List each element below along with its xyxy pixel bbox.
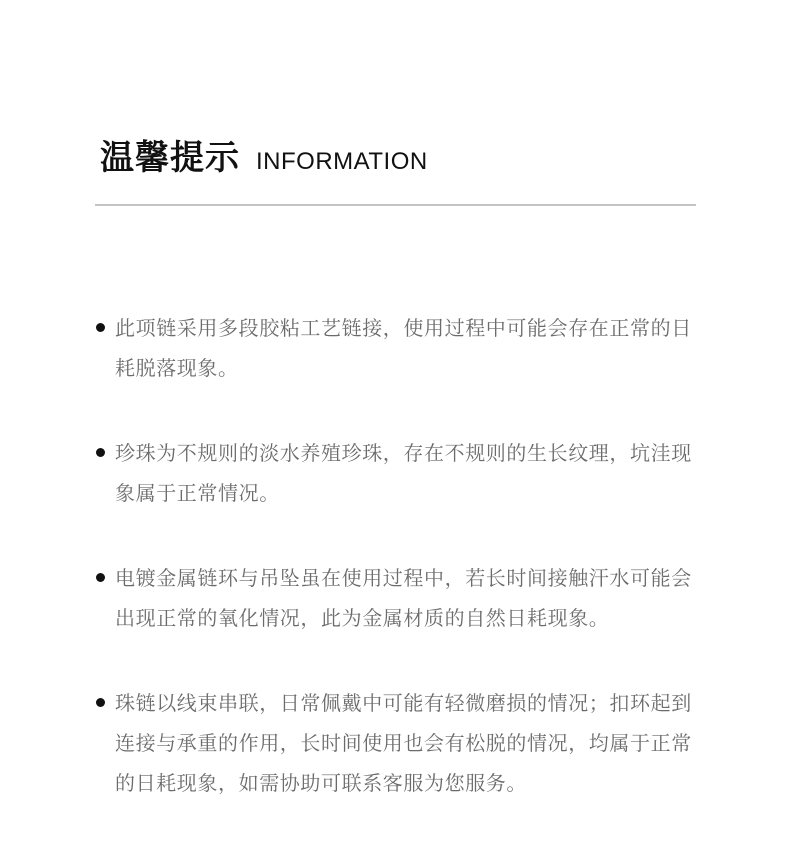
notice-item xyxy=(96,683,696,803)
bullet-icon xyxy=(96,573,105,582)
bullet-icon xyxy=(96,448,105,457)
page-title: 温馨提示 xyxy=(100,138,240,178)
bullet-icon xyxy=(96,698,105,707)
notice-item xyxy=(96,308,696,388)
notice-text: 珠链以线束串联，日常佩戴中可能有轻微磨损的情况；扣环起到连接与承重的作用，长时间使用也会有松脱的情况，均属于正常的日耗现象，如需协助可联系客服为您服务。 xyxy=(115,691,692,795)
bullet-icon xyxy=(96,323,105,332)
notice-text: 珍珠为不规则的淡水养殖珍珠，存在不规则的生长纹理，坑洼现象属于正常情况。 xyxy=(115,441,692,505)
page-header xyxy=(100,130,428,179)
notice-list xyxy=(96,308,696,848)
notice-text: 电镀金属链环与吊坠虽在使用过程中，若长时间接触汗水可能会出现正常的氧化情况，此为金属材质的自然日耗现象。 xyxy=(115,566,692,630)
notice-text: 此项链采用多段胶粘工艺链接，使用过程中可能会存在正常的日耗脱落现象。 xyxy=(115,316,692,380)
page-subtitle: INFORMATION xyxy=(256,148,428,175)
notice-item xyxy=(96,558,696,638)
header-divider xyxy=(95,204,696,206)
notice-item xyxy=(96,433,696,513)
